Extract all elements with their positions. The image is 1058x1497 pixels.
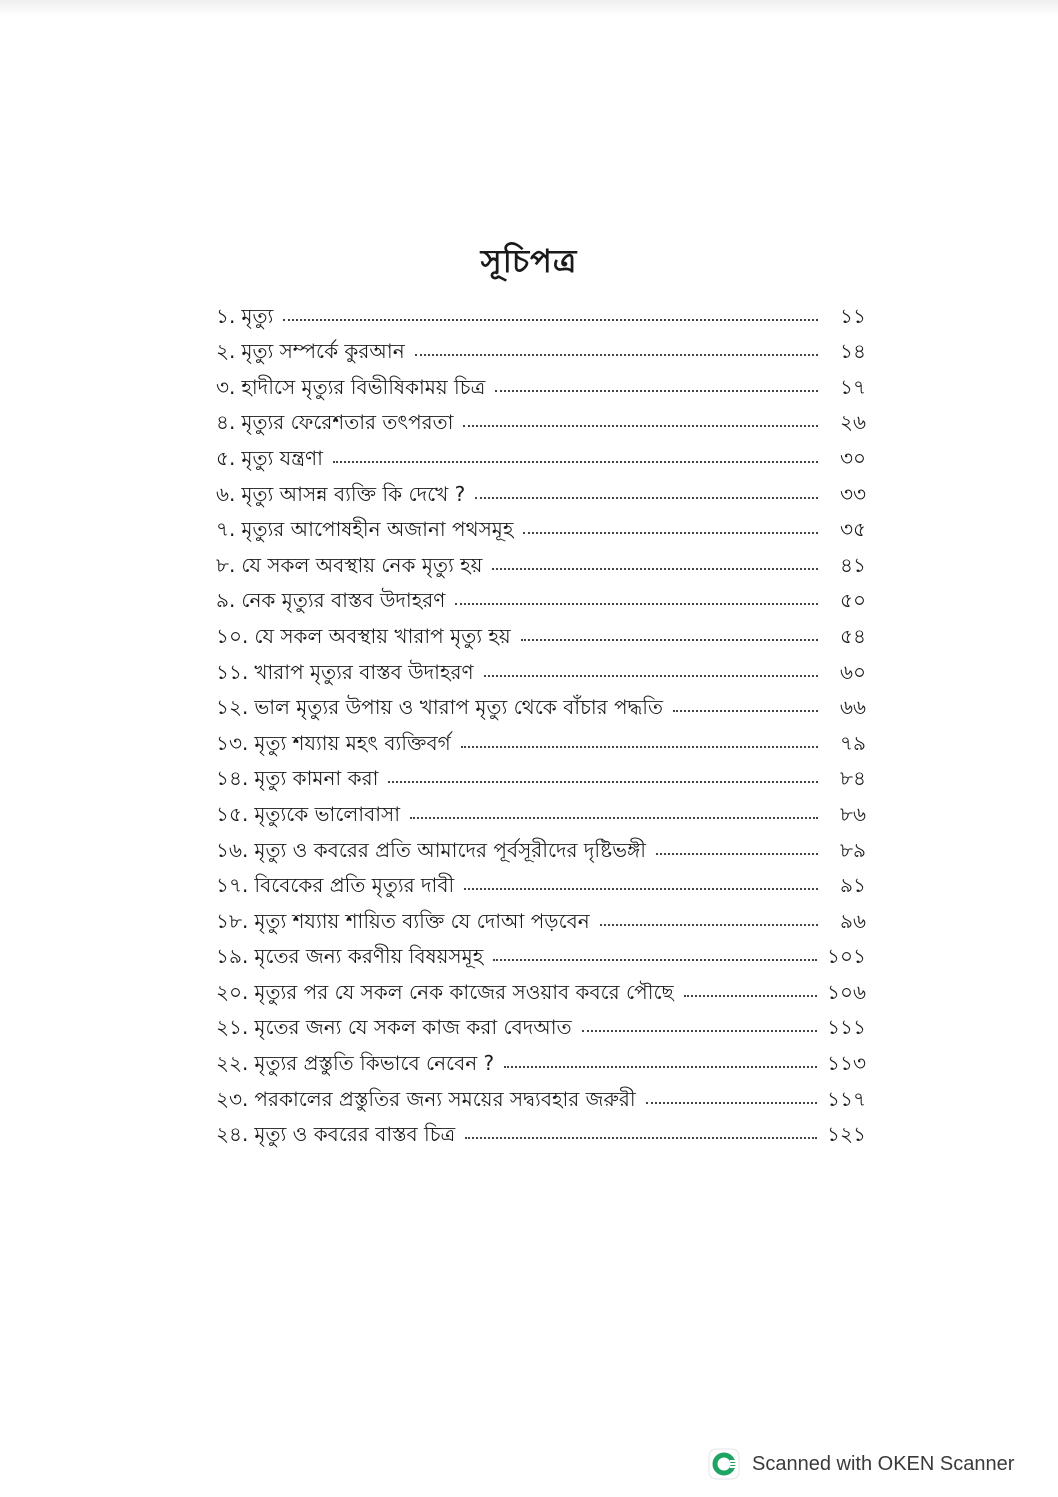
toc-entry-title: মৃত্যু আসন্ন ব্যক্তি কি দেখে ? (241, 481, 466, 506)
toc-row (216, 719, 866, 755)
toc-dot-leader (493, 959, 817, 961)
toc-row (216, 541, 866, 577)
toc-entry-page-number: ৩৫ (840, 517, 866, 542)
toc-entry-number: ৬. (216, 481, 236, 506)
toc-row (216, 577, 866, 613)
toc-entry-page-number: ১১ (840, 303, 866, 328)
toc-dot-leader (656, 853, 818, 855)
toc-entry-page-number: ৫৪ (840, 623, 866, 648)
toc-entry-title: ভাল মৃত্যুর উপায় ও খারাপ মৃত্যু থেকে বাঁচার পদ্ধতি (254, 695, 663, 720)
toc-entry-title: মৃত্যু শয্যায় শায়িত ব্যক্তি যে দোআ পড়বেন (254, 908, 590, 933)
toc-entry-page-number: ২৬ (839, 410, 866, 435)
toc-dot-leader (455, 603, 818, 605)
toc-dot-leader (504, 1066, 817, 1068)
toc-row (216, 755, 866, 791)
toc-dot-leader (465, 1137, 817, 1139)
toc-entry-title: মৃত্যুর ফেরেশতার তৎপরতা (241, 410, 454, 435)
toc-entry-title: মৃত্যু শয্যায় মহৎ ব্যক্তিবর্গ (254, 730, 451, 755)
toc-dot-leader (283, 319, 818, 321)
toc-dot-leader (673, 710, 818, 712)
toc-dot-leader (523, 532, 818, 534)
toc-entry-page-number: ১০৬ (827, 979, 866, 1004)
toc-dot-leader (484, 675, 818, 677)
toc-entry-number: ১৭. (216, 873, 249, 898)
toc-row (216, 826, 866, 862)
toc-entry-number: ২০. (216, 979, 249, 1004)
toc-row (216, 1111, 866, 1147)
toc-entry-page-number: ৯৬ (840, 908, 866, 933)
toc-dot-leader (415, 354, 818, 356)
toc-entry-title: যে সকল অবস্থায় খারাপ মৃত্যু হয় (254, 623, 511, 648)
toc-entry-page-number: ৭৯ (840, 730, 866, 755)
table-of-contents (216, 292, 866, 1146)
toc-entry-title: মৃত্যু (241, 303, 274, 328)
toc-dot-leader (582, 1030, 817, 1032)
toc-row (216, 684, 866, 720)
toc-entry-title: হাদীসে মৃত্যুর বিভীষিকাময় চিত্র (241, 374, 486, 399)
scan-edge-shadow (0, 0, 1058, 16)
toc-row (216, 470, 866, 506)
toc-entry-page-number: ৯১ (840, 873, 866, 898)
toc-entry-number: ৫. (216, 445, 236, 470)
toc-row (216, 328, 866, 364)
toc-entry-number: ১. (216, 303, 236, 328)
toc-entry-title: মৃতের জন্য যে সকল কাজ করা বেদআত (254, 1015, 572, 1040)
toc-entry-title: মৃত্যুকে ভালোবাসা (254, 801, 401, 826)
toc-entry-page-number: ৬৬ (839, 695, 866, 720)
toc-dot-leader (600, 924, 818, 926)
toc-entry-page-number: ৬০ (839, 659, 866, 684)
toc-dot-leader (684, 995, 817, 997)
toc-entry-title: মৃত্যুর প্রস্তুতি কিভাবে নেবেন ? (254, 1051, 495, 1076)
toc-entry-title: মৃত্যুর পর যে সকল নেক কাজের সওয়াব কবরে পৌছে (254, 979, 674, 1004)
toc-entry-title: মৃত্যু কামনা করা (254, 766, 379, 791)
toc-entry-page-number: ১১৩ (827, 1051, 866, 1076)
toc-entry-number: ২৩. (216, 1086, 249, 1111)
toc-entry-page-number: ৮৪ (840, 766, 866, 791)
toc-entry-number: ২২. (216, 1051, 249, 1076)
toc-dot-leader (521, 639, 818, 641)
toc-entry-page-number: ১৪ (840, 339, 866, 364)
toc-row (216, 790, 866, 826)
toc-entry-number: ২. (216, 339, 236, 364)
page-title: সূচিপত্র (480, 242, 578, 280)
toc-entry-number: ১৫. (216, 801, 249, 826)
toc-entry-number: ১০. (216, 623, 249, 648)
toc-row (216, 1075, 866, 1111)
toc-dot-leader (463, 425, 818, 427)
toc-entry-number: ৪. (216, 410, 236, 435)
toc-row (216, 648, 866, 684)
toc-entry-page-number: ৮৯ (840, 837, 866, 862)
toc-entry-number: ১৩. (216, 730, 249, 755)
toc-entry-number: ১৯. (216, 944, 249, 969)
toc-row (216, 862, 866, 898)
toc-entry-title: বিবেকের প্রতি মৃত্যুর দাবী (254, 873, 455, 898)
toc-dot-leader (646, 1102, 817, 1104)
toc-entry-title: মৃত্যু যন্ত্রণা (241, 445, 323, 470)
toc-entry-title: মৃতের জন্য করণীয় বিষয়সমূহ (254, 944, 484, 969)
toc-dot-leader (410, 817, 818, 819)
toc-row (216, 968, 866, 1004)
toc-entry-number: ৯. (216, 588, 236, 613)
toc-entry-title: মৃত্যুর আপোষহীন অজানা পথসমূহ (241, 517, 514, 542)
toc-entry-title: মৃত্যু ও কবরের বাস্তব চিত্র (254, 1122, 456, 1147)
toc-dot-leader (464, 888, 818, 890)
scanner-watermark (708, 1447, 1048, 1481)
toc-row (216, 434, 866, 470)
toc-row (216, 506, 866, 542)
toc-entry-title: যে সকল অবস্থায় নেক মৃত্যু হয় (241, 552, 483, 577)
toc-entry-number: ১২. (216, 695, 249, 720)
toc-entry-title: পরকালের প্রস্তুতির জন্য সময়ের সদ্ব্যবহার জরুরী (254, 1086, 636, 1111)
toc-entry-page-number: ৫০ (840, 588, 866, 613)
toc-entry-page-number: ৪১ (840, 552, 866, 577)
toc-entry-number: ৭. (216, 517, 236, 542)
toc-entry-page-number: ৮৬ (840, 801, 866, 826)
toc-dot-leader (495, 390, 818, 392)
toc-entry-number: ১৮. (216, 908, 249, 933)
toc-entry-number: ৮. (216, 552, 236, 577)
toc-row (216, 897, 866, 933)
toc-dot-leader (461, 746, 818, 748)
toc-entry-number: ২৪. (216, 1122, 249, 1147)
toc-dot-leader (388, 781, 818, 783)
toc-row (216, 363, 866, 399)
toc-entry-page-number: ১১৭ (827, 1086, 866, 1111)
toc-entry-title: খারাপ মৃত্যুর বাস্তব উদাহরণ (254, 659, 474, 684)
toc-dot-leader (333, 461, 818, 463)
toc-dot-leader (492, 568, 818, 570)
scanner-watermark-text: Scanned with OKEN Scanner (752, 1452, 1015, 1475)
toc-row (216, 612, 866, 648)
toc-entry-number: ৩. (216, 374, 236, 399)
toc-entry-page-number: ১৭ (840, 374, 866, 399)
toc-row (216, 1004, 866, 1040)
toc-entry-page-number: ৩৩ (839, 481, 866, 506)
toc-row (216, 399, 866, 435)
toc-entry-number: ২১. (216, 1015, 249, 1040)
toc-entry-page-number: ১২১ (827, 1122, 866, 1147)
toc-entry-title: নেক মৃত্যুর বাস্তব উদাহরণ (241, 588, 446, 613)
toc-entry-title: মৃত্যু সম্পর্কে কুরআন (241, 339, 405, 364)
oken-scanner-logo-icon (708, 1448, 740, 1480)
toc-entry-page-number: ১১১ (827, 1015, 866, 1040)
toc-entry-number: ১৬. (216, 837, 249, 862)
toc-entry-number: ১৪. (216, 766, 249, 791)
toc-row (216, 933, 866, 969)
toc-entry-title: মৃত্যু ও কবরের প্রতি আমাদের পূর্বসূরীদের দৃষ্টিভঙ্গী (254, 837, 647, 862)
toc-dot-leader (475, 497, 818, 499)
toc-row (216, 1039, 866, 1075)
toc-entry-page-number: ১০১ (827, 944, 866, 969)
toc-entry-number: ১১. (216, 659, 249, 684)
toc-entry-page-number: ৩০ (839, 445, 866, 470)
toc-row (216, 292, 866, 328)
